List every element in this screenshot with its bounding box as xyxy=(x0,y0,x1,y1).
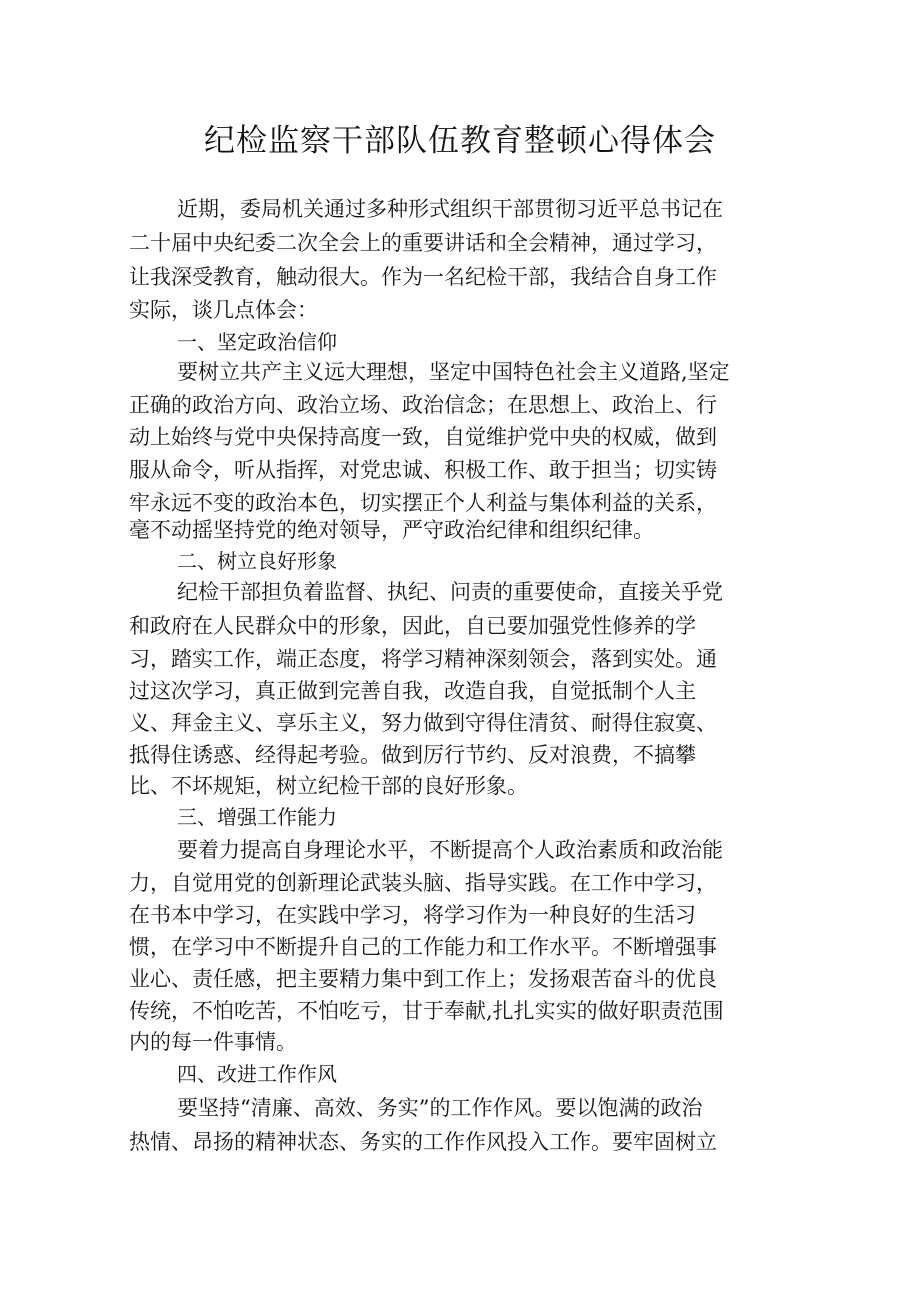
section-3-line-5: 业心、责任感，把主要精力集中到工作上；发扬艰苦奋斗的优良 xyxy=(129,967,717,991)
section-3-line-2: 力，自觉用党的创新理论武装头脑、指导实践。在工作中学习， xyxy=(129,871,717,895)
section-1-line-2: 正确的政治方向、政治立场、政治信念；在思想上、政治上、行 xyxy=(129,393,717,417)
section-1-line-4: 服从命令，听从指挥，对党忠诚、积极工作、敢于担当；切实铸 xyxy=(129,458,717,482)
section-4-heading: 四、改进工作作风 xyxy=(177,1062,337,1086)
section-4-line-2: 热情、昂扬的精神状态、务实的工作作风投入工作。要牢固树立 xyxy=(129,1130,717,1154)
section-3-line-4: 惯，在学习中不断提升自己的工作能力和工作水平。不断增强事 xyxy=(129,935,717,959)
section-1-line-6: 毫不动摇坚持党的绝对领导，严守政治纪律和组织纪律。 xyxy=(129,518,654,542)
section-3-line-1: 要着力提高自身理论水平，不断提高个人政治素质和政治能 xyxy=(177,838,723,862)
section-1-heading: 一、坚定政治信仰 xyxy=(177,330,337,354)
section-3-line-3: 在书本中学习，在实践中学习，将学习作为一种良好的生活习 xyxy=(129,903,696,927)
section-1-line-1: 要树立共产主义远大理想，坚定中国特色社会主义道路,坚定 xyxy=(177,360,730,384)
intro-line-1: 近期，委局机关通过多种形式组织干部贯彻习近平总书记在 xyxy=(177,197,723,221)
section-1-line-5: 牢永远不变的政治本色，切实摆正个人利益与集体利益的关系， xyxy=(129,491,717,515)
section-2-line-6: 抵得住诱惑、经得起考验。做到厉行节约、反对浪费，不搞攀 xyxy=(129,743,696,767)
intro-line-4: 实际，谈几点体会： xyxy=(129,298,318,322)
section-3-line-6: 传统，不怕吃苦，不怕吃亏，甘于奉献,扎扎实实的做好职责范围 xyxy=(129,999,724,1023)
intro-line-3: 让我深受教育，触动很大。作为一名纪检干部，我结合自身工作 xyxy=(129,265,717,289)
section-2-line-3: 习，踏实工作，端正态度，将学习精神深刻领会，落到实处。通 xyxy=(129,647,717,671)
section-3-heading: 三、增强工作能力 xyxy=(177,805,337,829)
section-3-line-7: 内的每一件事情。 xyxy=(129,1030,297,1054)
section-2-line-7: 比、不坏规矩，树立纪检干部的良好形象。 xyxy=(129,774,528,798)
intro-line-2: 二十届中央纪委二次全会上的重要讲话和全会精神，通过学习， xyxy=(129,231,717,255)
section-1-line-3: 动上始终与党中央保持高度一致，自觉维护党中央的权威，做到 xyxy=(129,425,717,449)
section-4-line-1: 要坚持“清廉、高效、务实”的工作作风。要以饱满的政治 xyxy=(177,1096,703,1120)
section-2-line-5: 义、拜金主义、享乐主义，努力做到守得住清贫、耐得住寂寞、 xyxy=(129,711,717,735)
section-2-line-2: 和政府在人民群众中的形象，因此，自已要加强党性修养的学 xyxy=(129,614,696,638)
section-2-line-1: 纪检干部担负着监督、执纪、问责的重要使命，直接关乎党 xyxy=(177,580,723,604)
section-2-heading: 二、树立良好形象 xyxy=(177,549,337,573)
document-title: 纪检监察干部队伍教育整顿心得体会 xyxy=(204,123,716,159)
section-2-line-4: 过这次学习，真正做到完善自我，改造自我，自觉抵制个人主 xyxy=(129,679,696,703)
